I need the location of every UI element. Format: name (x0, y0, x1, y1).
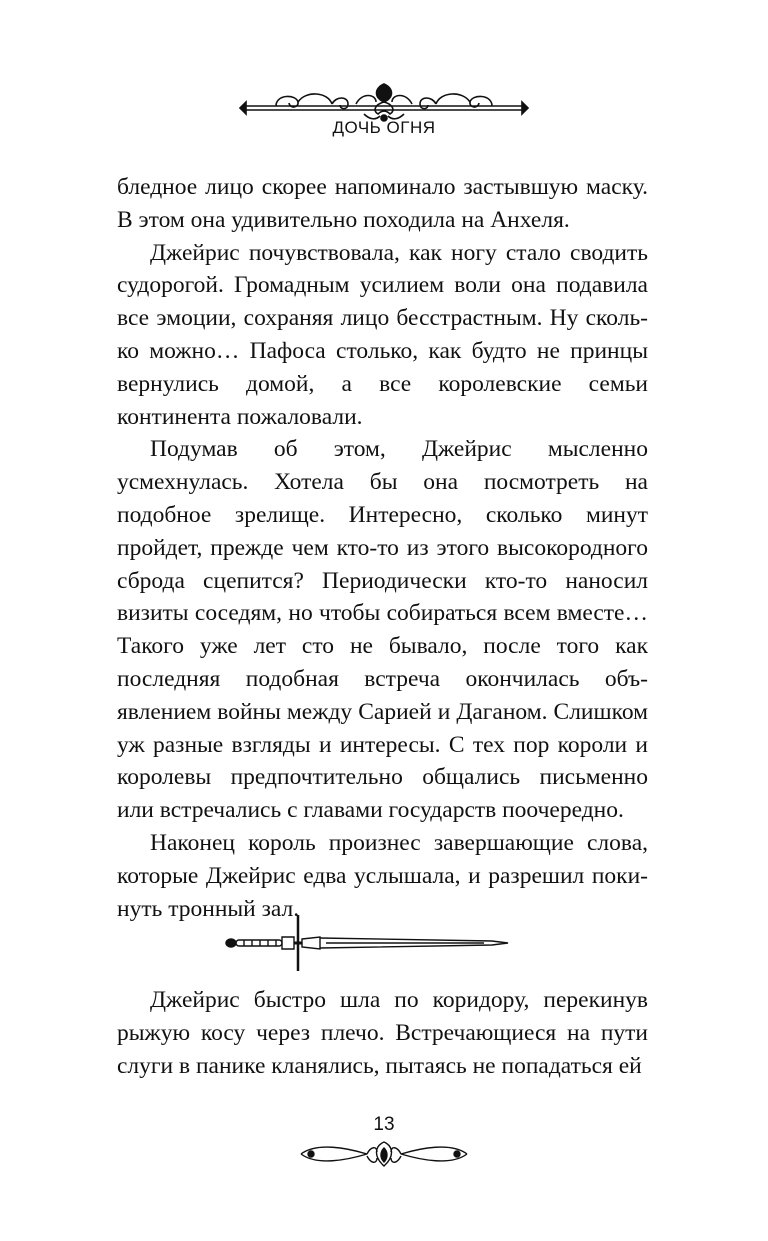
flourish-footer-icon (297, 1138, 471, 1172)
sword-icon (222, 913, 512, 973)
paragraph: Наконец король произнес завершающие слова, которые Джейрис едва услышала, и разрешил покинуть тронный зал. (117, 829, 648, 922)
main-text-continued (117, 984, 648, 1082)
paragraph: Подумав об этом, Джейрис мысленно усмехнулась. Хотела бы она посмотреть на подобное зрелище. Интересно, сколько минут пройдет, прежде чем кто-то из этого высокородного сброда сцепится? Периодически кто-то наносил визиты соседям, но чтобы собираться всем вместе… Такого уже лет сто не бывало, после того как последняя подобная встреча окончилась объявлением войны между Сарией и Даганом. Слишком уж разные взгляды и интересы. С тех пор короли и королевы предпочтительно общались письменно или встречались с главами государств поочередно. (117, 436, 648, 824)
running-title: ДОЧЬ ОГНЯ (332, 118, 436, 137)
main-text (117, 171, 648, 925)
paragraph: Джейрис почувствовала, как ногу стало сводить судорогой. Громадным усилием воли она подавила все эмоции, сохраняя лицо бесстрастным. Ну сколько можно… Пафоса столько, как будто не принцы вернулись домой, а все королевские семьи континента пожаловали. (117, 239, 648, 430)
page-number: 13 (373, 1114, 395, 1135)
page-header (0, 80, 768, 160)
paragraph: Джейрис быстро шла по коридору, перекинув рыжую косу через плечо. Встречающиеся на пути слуги в панике кланялись, пытаясь не попадаться ей (117, 987, 648, 1079)
paragraph: бледное лицо скорее напоминало застывшую маску. В этом она удивительно походила на Анхеля. (117, 174, 648, 233)
